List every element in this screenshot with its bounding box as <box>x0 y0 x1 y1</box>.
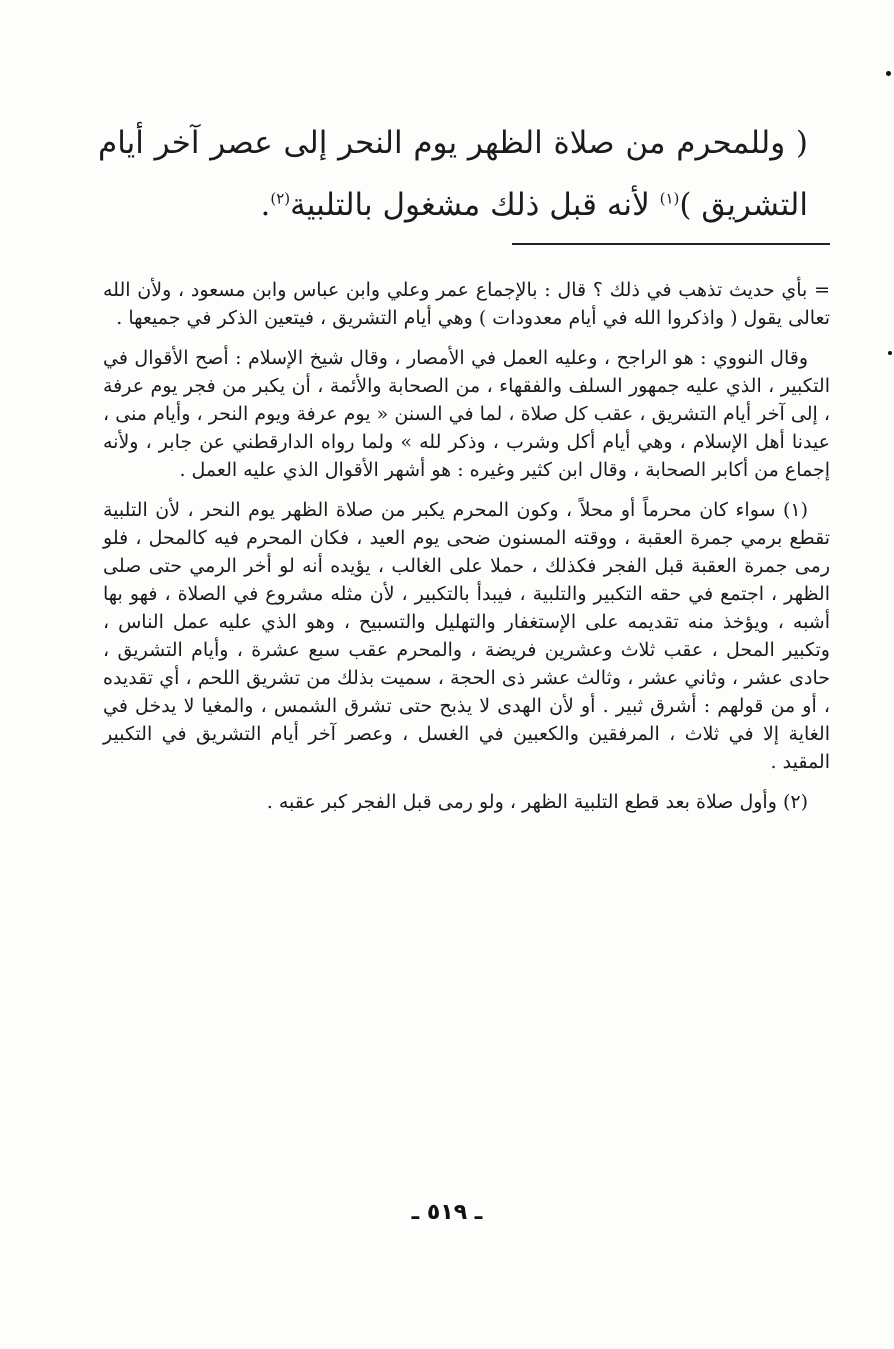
page-number: ـ ٥١٩ ـ <box>411 1200 483 1225</box>
main-text-body: ( وللمحرم من صلاة الظهر يوم النحر إلى عصر آخر أيام التشريق ) <box>98 125 808 223</box>
footnote-2-number: (٢) <box>782 791 808 813</box>
scan-speck <box>886 71 891 76</box>
scan-speck <box>888 351 892 355</box>
main-text-continuation: لأنه قبل ذلك مشغول بالتلبية <box>290 187 660 223</box>
main-text <box>98 112 808 236</box>
footnote-separator <box>512 243 830 245</box>
footnotes <box>103 276 830 828</box>
footnote-1-number: (١) <box>782 499 808 521</box>
footnote-ref-1: (١) <box>659 189 680 208</box>
note-continuation-paragraph: = بأي حديث تذهب في ذلك ؟ قال : بالإجماع عمر وعلي وابن عباس وابن مسعود ، ولأن الله تعالى يقول ( واذكروا الله في أيام معدودات ) وهي أيام التشريق ، فيتعين الذكر في جميعها . <box>103 279 830 329</box>
footnote-1-text: سواء كان محرماً أو محلاً ، وكون المحرم يكبر من صلاة الظهر يوم النحر ، لأن التلبية تقطع برمي جمرة العقبة ، ووقته المسنون ضحى يوم العيد ، فكان المحرم فيه كالمحل ، فلو رمى جمرة العقبة قبل الفجر فكذلك ، حملا على الغالب ، يؤيده أنه لو أخر الرمي حتى صلى الظهر ، اجتمع في حقه التكبير والتلبية ، فيبدأ بالتكبير ، لأن مثله مشروع في الصلاة ، فهو بها أشبه ، ويؤخذ منه تقديمه على الإستغفار والتهليل والتسبيح ، وهو الذي عليه عمل الناس ، وتكبير المحل ، عقب ثلاث وعشرين فريضة ، والمحرم عقب سبع عشرة ، وأيام التشريق ، حادى عشر ، وثاني عشر ، وثالث عشر ذى الحجة ، سميت بذلك من تشريق اللحم ، أي تقديده ، أو من قولهم : أشرق ثبير . أو لأن الهدى لا يذبح حتى تشرق الشمس ، والمغيا لا يدخل في الغاية إلا في ثلاث ، المرفقين والكعبين في الغسل ، وعصر آخر أيام التشريق في التكبير المقيد . <box>103 499 831 773</box>
main-text-end: . <box>260 187 271 223</box>
footnote-2-text: وأول صلاة بعد قطع التلبية الظهر ، ولو رمى قبل الفجر كبر عقبه . <box>266 791 783 813</box>
footnote-1 <box>103 496 830 776</box>
footnote-ref-2: (٢) <box>270 189 291 208</box>
note-paragraph: وقال النووي : هو الراجح ، وعليه العمل في الأمصار ، وقال شيخ الإسلام : أصح الأقوال في التكبير ، الذي عليه جمهور السلف والفقهاء ، من الصحابة والأئمة ، أن يكبر من فجر يوم عرفة ، إلى آخر أيام التشريق ، عقب كل صلاة ، لما في السنن « يوم عرفة ويوم النحر ، وأيام منى ، عيدنا أهل الإسلام ، وهي أيام أكل وشرب ، وذكر لله » ولما رواه الدارقطني عن جابر ، ولأنه إجماع من أكابر الصحابة ، وقال ابن كثير وغيره : هو أشهر الأقوال الذي عليه العمل . <box>103 347 830 481</box>
footnote-2 <box>103 788 830 816</box>
